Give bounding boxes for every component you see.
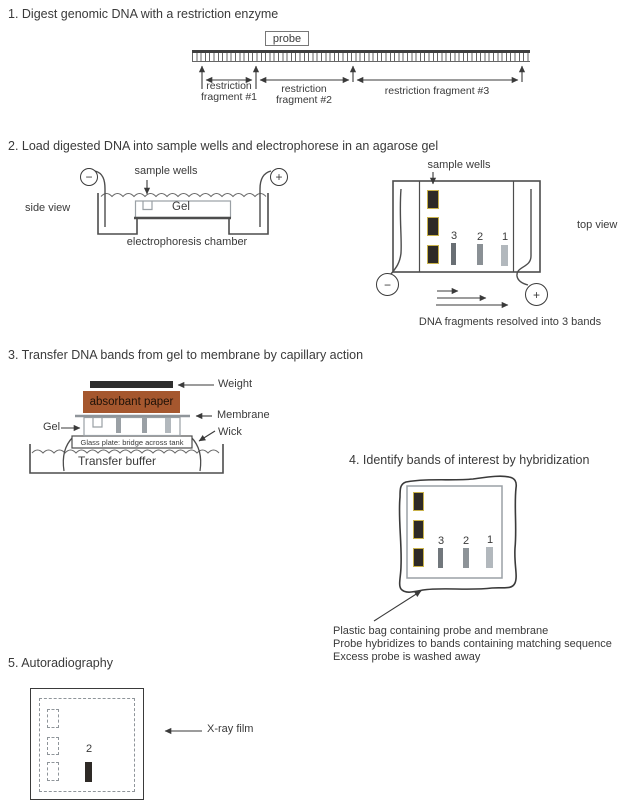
bag-well-1 [413,492,424,511]
gel-band-3 [451,243,456,265]
top-view-label: top view [577,219,618,231]
band2-number: 2 [476,231,484,243]
autoradiograph-band-number: 2 [85,743,93,755]
probe-box [265,31,309,46]
membrane-label: Membrane [217,409,270,421]
step1-title: 1. Digest genomic DNA with a restriction enzyme [8,7,279,21]
ghost-well-3 [47,762,59,781]
gel-label-side: Gel [172,201,190,213]
bag-band2-number: 2 [462,535,470,547]
bag-caption-1: Plastic bag containing probe and membrane [333,625,549,637]
sample-well-2 [427,217,439,236]
sample-wells-label-top: sample wells [427,159,491,171]
step3-title: 3. Transfer DNA bands from gel to membrane by capillary action [8,348,364,362]
hybridization-bag [374,476,516,621]
side-view-label: side view [25,202,71,214]
plus-sign: + [275,170,283,184]
minus-sign: − [383,277,391,292]
transfer-buffer-label: Transfer buffer [77,454,157,468]
dna-strand [192,50,530,62]
bag-well-3 [413,548,424,567]
sample-well-3 [427,245,439,264]
bag-well-2 [413,520,424,539]
anode-electrode-side [270,168,288,186]
glass-plate-label: Glass plate: bridge across tank [80,438,184,447]
bag-band-1 [486,547,493,568]
gel-band-1 [501,245,508,266]
buffer-surface-wave [101,194,266,197]
cathode-electrode-side [80,168,98,186]
bag-caption-2: Probe hybridizes to bands containing matching sequence [333,638,612,650]
fragment2-label: restriction fragment #2 [275,83,333,107]
weight-label: Weight [218,378,253,390]
resolved-bands-caption: DNA fragments resolved into 3 bands [418,316,602,328]
bag-band-2 [463,548,469,568]
chamber-label: electrophoresis chamber [126,236,248,248]
xray-film-label: X-ray film [207,723,254,735]
bag-band1-number: 1 [486,534,494,546]
bag-pointer [374,591,421,621]
chamber-outline-right [229,193,268,234]
wick-label: Wick [218,426,242,438]
anode-electrode-top [525,283,548,306]
step5-title: 5. Autoradiography [8,656,113,670]
ghost-well-1 [47,709,59,728]
minus-sign: − [85,170,93,184]
weight-bar [90,381,173,388]
absorbant-paper-label: absorbant paper [89,396,174,408]
gel-label-transfer: Gel [43,421,61,433]
step4-title: 4. Identify bands of interest by hybridization [349,453,590,467]
autoradiograph-band-2 [85,762,92,782]
cathode-electrode-top [376,273,399,296]
wick-pointer [199,431,215,441]
bag-caption-3: Excess probe is washed away [333,651,481,663]
probe-label: probe [272,32,302,45]
absorbant-paper [83,391,180,413]
chamber-outline-left [98,193,137,234]
sample-well-1 [427,190,439,209]
top-view-tank [391,172,540,305]
fragment1-label: restriction fragment #1 [200,80,258,104]
plus-sign: + [532,287,540,302]
buffer-wave [32,450,219,453]
band1-number: 1 [501,231,509,243]
ghost-well-2 [47,737,59,755]
anode-wire-top [517,189,531,285]
tank-outline [393,181,540,272]
bag-band3-number: 3 [437,535,445,547]
sample-wells-label-side: sample wells [134,165,198,177]
bag-band-3 [438,548,443,568]
step2-title: 2. Load digested DNA into sample wells and electrophorese in an agarose gel [8,139,439,153]
fragment3-label: restriction fragment #3 [384,85,490,97]
gel-band-2 [477,244,483,265]
band3-number: 3 [450,230,458,242]
